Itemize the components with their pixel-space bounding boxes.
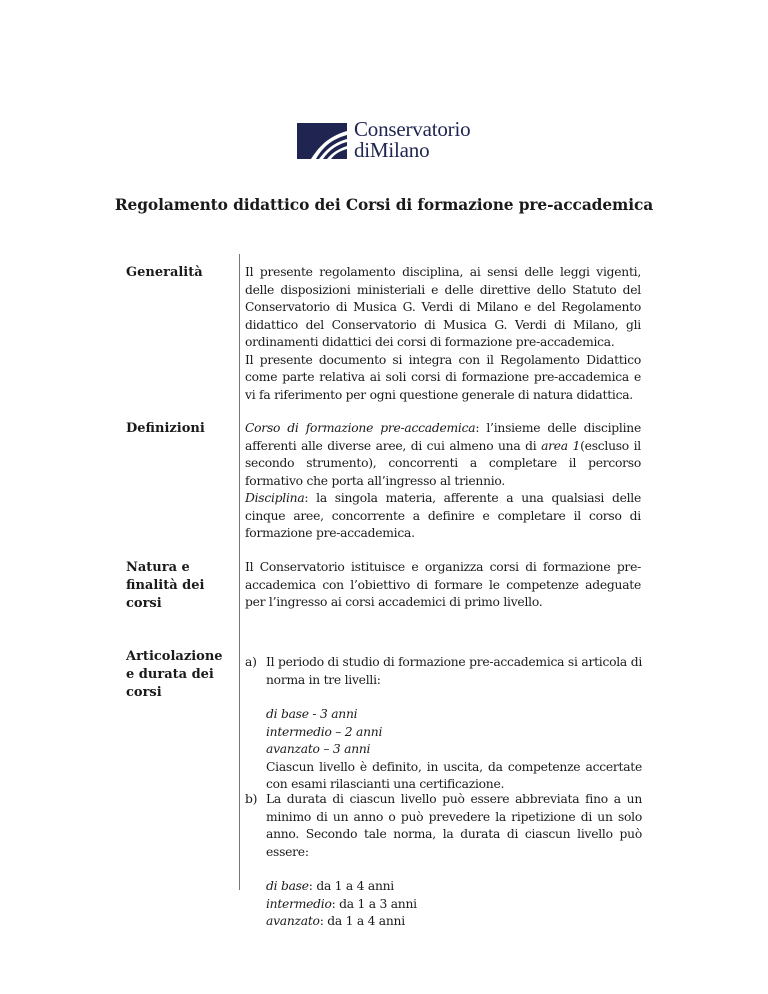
label-definizioni: Definizioni bbox=[126, 421, 205, 436]
logo-text-line1: Conservatorio bbox=[354, 117, 471, 141]
generalita-paragraph-1: Il presente regolamento disciplina, ai sensi delle leggi vigenti, delle disposizioni ministeriali e delle direttive dello Statuto del Conservatorio di Musica G. Verdi di Milano e del Regolamento didattico del Conservatorio di Musica G. Verdi di Milano, gli ordinamenti didattici dei corsi di formazione pre-accademica. bbox=[245, 265, 641, 349]
item-a-level-avanzato: avanzato – 3 anni bbox=[266, 742, 371, 756]
definizione-disciplina-term: Disciplina bbox=[245, 491, 305, 505]
definizione-corso bbox=[245, 420, 641, 490]
definizioni-content bbox=[245, 420, 641, 543]
generalita-content bbox=[245, 264, 641, 404]
definizione-area-term: area 1 bbox=[541, 438, 581, 453]
logo-text-line2: diMilano bbox=[354, 138, 430, 162]
definizione-corso-text-a: : l’insieme delle discipline afferenti alle diverse aree, di cui almeno una di bbox=[245, 421, 641, 453]
column-divider bbox=[239, 254, 240, 890]
item-a-level-base: di base - 3 anni bbox=[266, 707, 358, 721]
item-a-level-intermedio: intermedio – 2 anni bbox=[266, 724, 383, 739]
label-natura: Natura e finalità dei corsi bbox=[126, 560, 205, 611]
conservatorio-logo bbox=[297, 117, 477, 163]
item-a-text: Il periodo di studio di formazione pre-accademica si articola di norma in tre livelli: bbox=[266, 655, 642, 687]
item-a-note: Ciascun livello è definito, in uscita, da competenze accertate con esami rilascianti una certificazione. bbox=[266, 759, 642, 791]
item-a-marker: a) bbox=[245, 655, 257, 669]
natura-paragraph: Il Conservatorio istituisce e organizza corsi di formazione pre-accademica con l’obiettivo di formare le competenze adeguate per l’ingresso ai corsi accademici di primo livello. bbox=[245, 560, 641, 609]
document-title: Regolamento didattico dei Corsi di formazione pre-accademica bbox=[114, 196, 654, 214]
item-b-level-intermedio: intermedio: da 1 a 3 anni bbox=[266, 896, 417, 911]
label-articolazione: Articolazione e durata dei corsi bbox=[126, 649, 223, 700]
label-generalita: Generalità bbox=[126, 265, 203, 280]
item-b-marker: b) bbox=[245, 792, 258, 806]
generalita-paragraph-2: Il presente documento si integra con il Regolamento Didattico come parte relativa ai soli corsi di formazione pre-accademica e vi fa riferimento per ogni questione generale di natura didattica. bbox=[245, 352, 641, 402]
articolazione-item-b bbox=[245, 791, 642, 931]
definizione-corso-text-b: (escluso il secondo strumento), concorrenti a completare il percorso formativo che porta all’ingresso al triennio. bbox=[245, 438, 641, 488]
definizione-corso-term: Corso di formazione pre-accademica bbox=[245, 421, 476, 435]
definizione-disciplina bbox=[245, 490, 641, 543]
item-b-level-base: di base: da 1 a 4 anni bbox=[266, 879, 394, 893]
articolazione-item-a bbox=[245, 654, 642, 794]
logo-mark-icon bbox=[297, 123, 347, 159]
definizione-disciplina-text: : la singola materia, afferente a una qualsiasi delle cinque aree, concorrente a definire e completare il corso di formazione pre-accademica. bbox=[245, 491, 641, 540]
item-b-level-avanzato: avanzato: da 1 a 4 anni bbox=[266, 914, 405, 928]
natura-content bbox=[245, 559, 641, 612]
item-b-text: La durata di ciascun livello può essere abbreviata fino a un minimo di un anno o può prevedere la ripetizione di un solo anno. Secondo tale norma, la durata di ciascun livello può essere: bbox=[266, 792, 642, 859]
